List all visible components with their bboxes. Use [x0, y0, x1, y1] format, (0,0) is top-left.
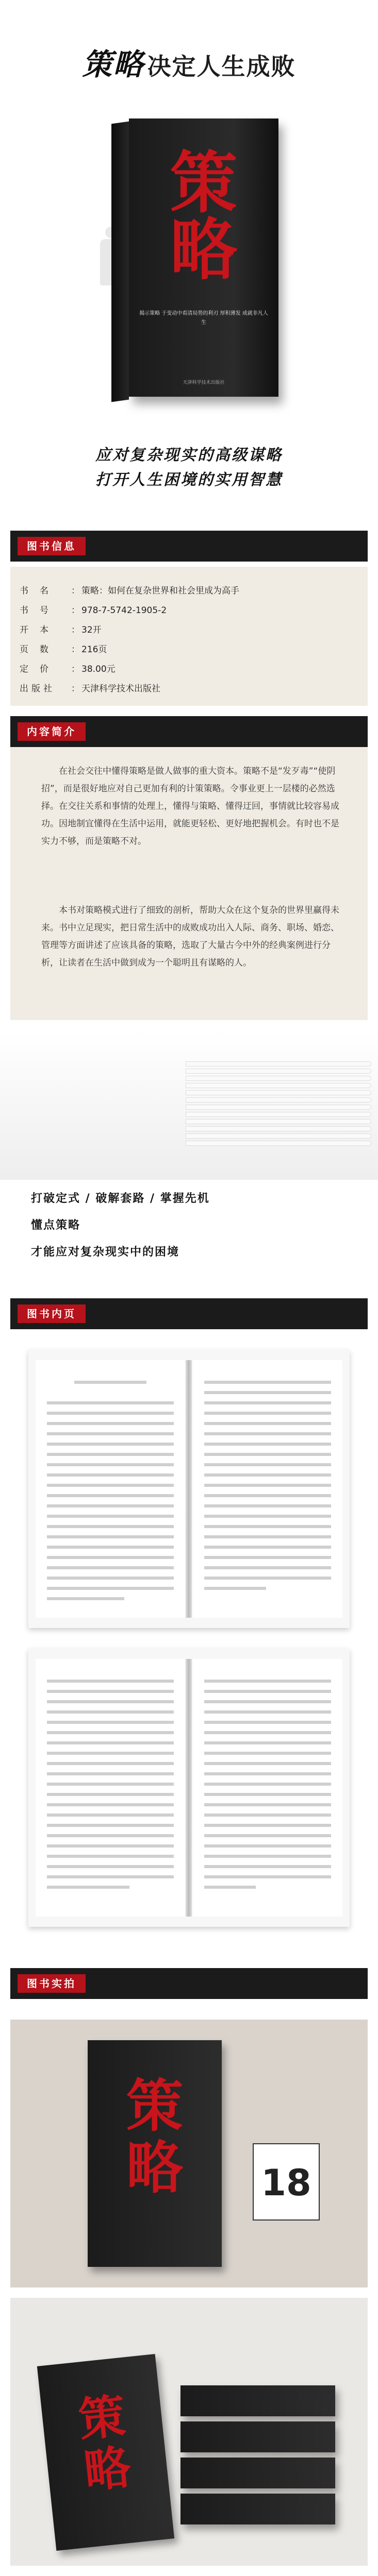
intro-tag-1: 打破定式 / 破解套路 / 掌握先机	[31, 1192, 210, 1205]
interior-right-page	[193, 1360, 342, 1618]
info-row: 书名 ： 策略：如何在复杂世界和社会里成为高手	[20, 586, 239, 596]
interior-spread-2	[28, 1649, 350, 1927]
book-cover-publisher: 天津科学技术出版社	[183, 380, 225, 385]
calendar-prop: 18	[253, 2143, 320, 2221]
intro-banner	[10, 716, 368, 747]
info-banner	[10, 531, 368, 562]
hero-book-stage	[36, 103, 342, 412]
photo-stacked-books	[10, 2298, 368, 2566]
intro-panel	[10, 747, 368, 1020]
interior-left-page	[36, 1659, 185, 1917]
hero-slogan	[0, 443, 378, 493]
interior-left-page	[36, 1360, 185, 1618]
intro-paragraph-1: 在社会交往中懂得策略是做人做事的重大资本。策略不是“发歹毒”“使阴招”，而是很好地应对自己更加有利的计策策略。令事业更上一层楼的必然选择。在交往关系和事情的处理上，懂得与策略、懂得迂回，事情就比较容易成功。因地制宜懂得在生活中运用，就能更轻松、更好地把握机会。有时也不是实力不够，而是策略不对。	[41, 766, 339, 846]
interior-right-page	[193, 1659, 342, 1917]
interior-banner	[10, 1298, 368, 1329]
book-cover-char-2: 略	[170, 210, 237, 289]
intro-banner-label: 内容简介	[18, 722, 86, 741]
intro-tag-2: 懂点策略	[31, 1218, 81, 1232]
hero-section	[0, 0, 378, 495]
hero-slogan-line-2: 打开人生困境的实用智慧	[95, 471, 283, 489]
intro-tag-3: 才能应对复杂现实中的困境	[31, 1245, 180, 1259]
hero-title	[0, 40, 378, 83]
intro-tagline	[31, 1185, 351, 1265]
book-cover-subtitle: 揭示策略 于变动中看清局势的利刃 厚积薄发 成就非凡人生	[139, 311, 268, 326]
info-row: 书号 ： 978-7-5742-1905-2	[20, 605, 167, 616]
intro-paragraph-2: 本书对策略模式进行了细致的剖析，帮助大众在这个复杂的世界里赢得未来。书中立足现实，把日常生活中的成败成功出入人际、商务、职场、婚恋、管理等方面讲述了应该具备的策略，选取了大量古今中外的经典案例进行分析，让读者在生活中做到成为一个聪明且有谋略的人。	[41, 905, 339, 968]
book-info-panel	[10, 567, 368, 706]
hero-title-rest: 决定人生成败	[147, 53, 296, 80]
info-row: 出版社 ： 天津科学技术出版社	[20, 684, 160, 694]
photo-book-cover: 策 略	[88, 2040, 222, 2267]
info-banner-label: 图书信息	[18, 537, 86, 555]
photo-book-spine	[180, 2494, 335, 2524]
book-cover	[129, 118, 278, 397]
book-cover-char-1: 策	[170, 143, 237, 222]
photo-upright-book	[10, 2020, 368, 2287]
hero-title-calligraphy: 策略	[82, 47, 144, 82]
info-row: 开本 ： 32开	[20, 625, 102, 635]
photos-banner	[10, 1968, 368, 1999]
photo-book-cover: 策 略	[37, 2354, 174, 2551]
book-spine	[111, 122, 129, 402]
info-row: 页数 ： 216页	[20, 645, 107, 655]
interior-banner-label: 图书内页	[18, 1304, 86, 1323]
photos-banner-label: 图书实拍	[18, 1974, 86, 1993]
info-row: 定价 ： 38.00元	[20, 664, 116, 674]
interior-spread-1	[28, 1350, 350, 1628]
photo-book-spine	[180, 2421, 335, 2452]
page-stack-image	[186, 1061, 371, 1149]
page-edge-photo	[0, 1030, 378, 1180]
photo-book-spine	[180, 2458, 335, 2488]
hero-slogan-line-1: 应对复杂现实的高级谋略	[95, 446, 283, 464]
photo-book-spine	[180, 2385, 335, 2416]
